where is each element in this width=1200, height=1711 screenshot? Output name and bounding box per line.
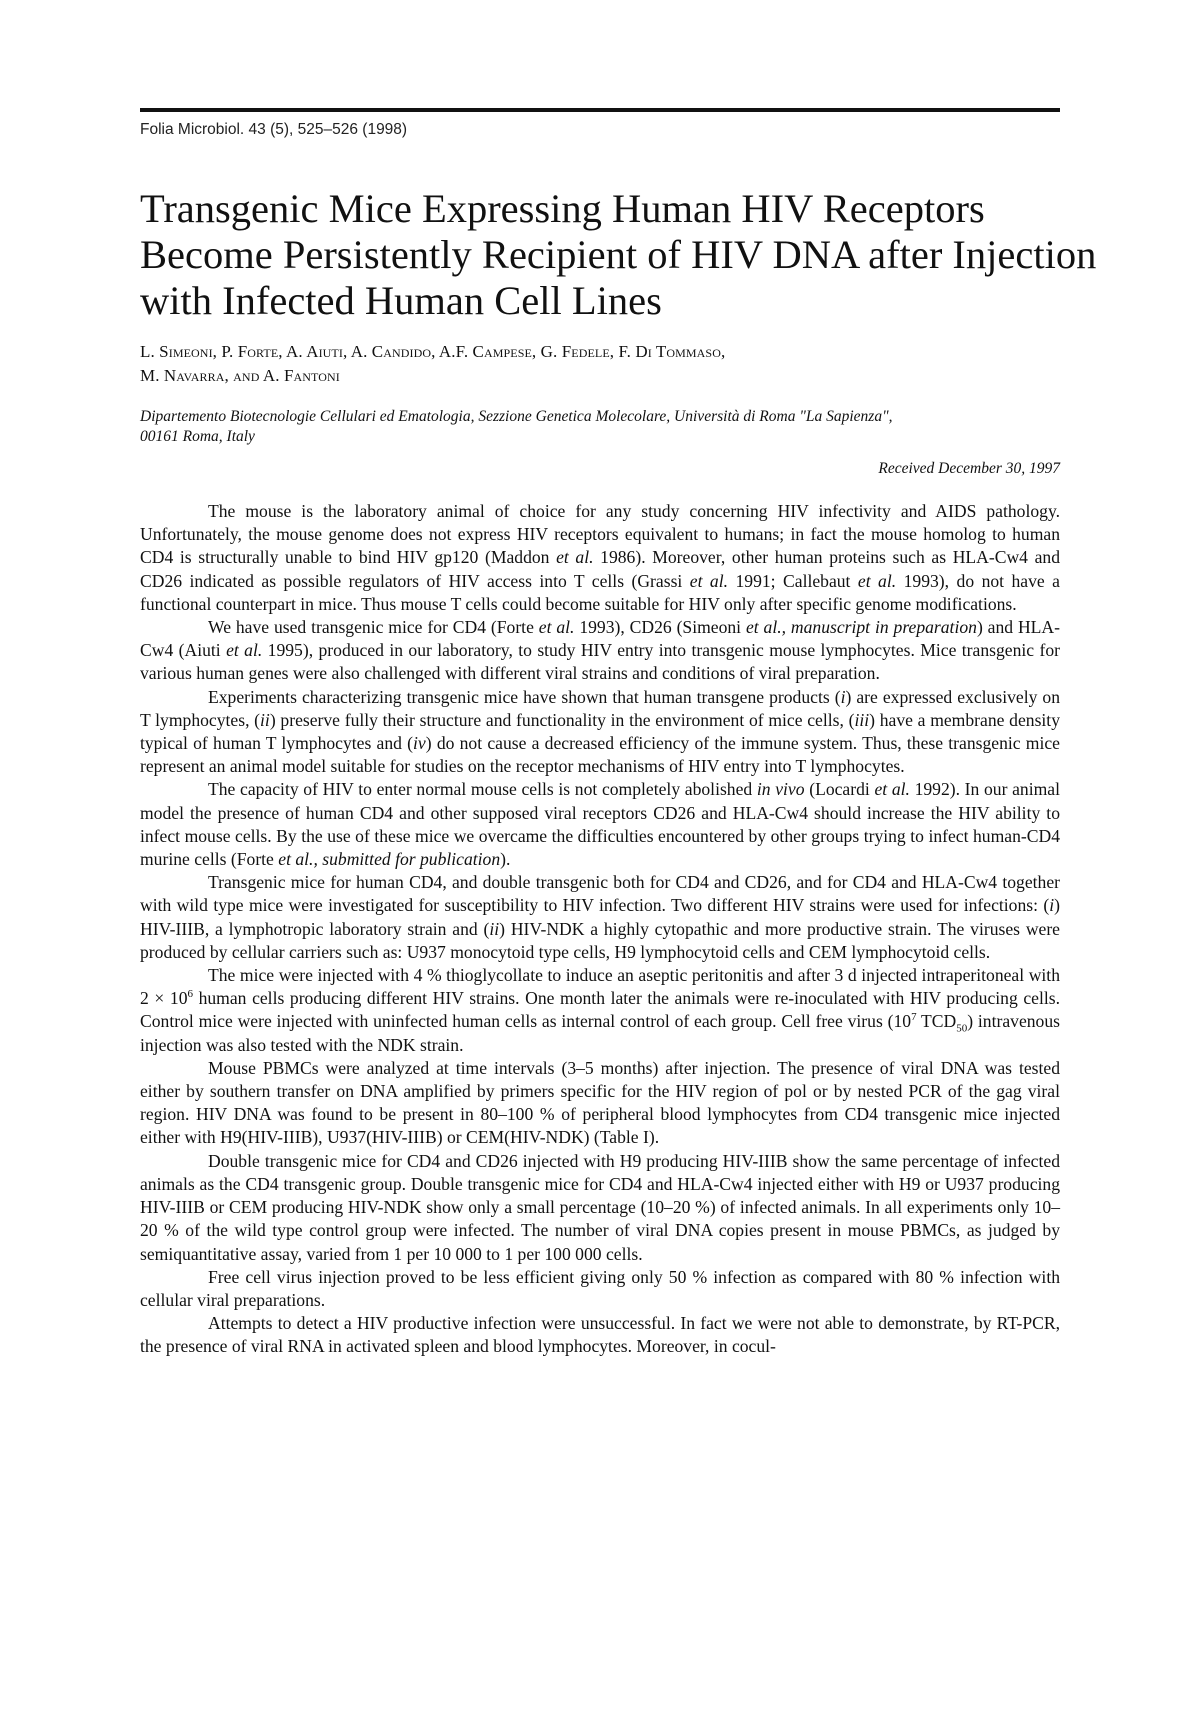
- text-run: Experiments characterizing transgenic mice have shown that human transgene products (: [208, 686, 841, 707]
- italic-run: et al.: [556, 547, 594, 568]
- paragraph: [140, 500, 1060, 616]
- text-run: 1993), CD26 (Simeoni: [574, 617, 746, 638]
- author-line: M. Navarra, and A. Fantoni: [140, 365, 340, 385]
- paragraph: [140, 871, 1060, 964]
- text-run: The mice were injected with 4 % thioglycollate to induce an aseptic peritonitis and after 3 d injected intraperitoneal with 2 × 10: [140, 965, 1060, 1009]
- paragraph: [140, 1150, 1060, 1266]
- title-line: Transgenic Mice Expressing Human HIV Receptors: [140, 186, 985, 231]
- text-run: ) do not cause a decreased efficiency of the immune system. Thus, these transgenic mice represent an animal model suitable for studies on the receptor mechanisms of HIV entry into T lymphocytes.: [140, 733, 1060, 777]
- text-run: ) preserve fully their structure and functionality in the environment of mice cells, (: [269, 709, 855, 730]
- header-rule: [140, 108, 1060, 112]
- text-run: 1995), produced in our laboratory, to study HIV entry into transgenic mouse lymphocytes. Mice transgenic for various human genes were also challenged with different viral strains and conditions of viral preparation.: [140, 640, 1060, 684]
- paragraph: [140, 964, 1060, 1057]
- text-run: We have used transgenic mice for CD4 (Forte: [208, 617, 539, 638]
- journal-citation: Folia Microbiol. 43 (5), 525–526 (1998): [140, 121, 408, 138]
- italic-run: et al.: [857, 570, 897, 591]
- italic-run: et al., manuscript in preparation: [745, 617, 977, 638]
- text-run: ) are expressed exclusively on T lymphocytes, (: [140, 686, 1060, 730]
- italic-run: i: [840, 686, 846, 707]
- subscript: 50: [956, 1022, 968, 1035]
- text-run: Attempts to detect a HIV productive infection were unsuccessful. In fact we were not able to demonstrate, by RT-PCR, the presence of viral RNA in activated spleen and blood lymphocytes. Moreover, in cocul-: [140, 1313, 1060, 1357]
- text-run: 1993), do not have a functional counterpart in mice. Thus mouse T cells could become suitable for HIV only after specific genome modifications.: [140, 570, 1060, 614]
- paragraph: [140, 778, 1060, 871]
- italic-run: ii: [489, 918, 500, 939]
- italic-run: et al., submitted for publication: [278, 849, 501, 870]
- text-run: Free cell virus injection proved to be less efficient giving only 50 % infection as compared with 80 % infection with cellular viral preparations.: [140, 1266, 1060, 1310]
- author-line: L. Simeoni, P. Forte, A. Aiuti, A. Candido, A.F. Campese, G. Fedele, F. Di Tommaso,: [140, 342, 726, 361]
- italic-run: iii: [854, 709, 870, 730]
- affiliation-line: Dipartemento Biotecnologie Cellulari ed Ematologia, Sezzione Genetica Molecolare, Università di Roma "La Sapienza",: [140, 408, 893, 425]
- text-run: TCD: [916, 1011, 957, 1032]
- article-body: [140, 500, 1060, 1359]
- author-list: [140, 340, 1060, 387]
- text-run: Transgenic mice for human CD4, and double transgenic both for CD4 and CD26, and for CD4 and HLA-Cw4 together with wild type mice were investigated for susceptibility to HIV infection. Two different HIV strains were used for infections: (: [140, 872, 1060, 916]
- text-run: 1992). In our animal model the presence of human CD4 and other supposed viral receptors CD26 and HLA-Cw4 should increase the HIV ability to infect mouse cells. By the use of these mice we overcame the difficulties encountered by other groups trying to infect human-CD4 murine cells (Forte: [140, 779, 1060, 870]
- text-run: 1991; Callebaut: [728, 570, 858, 591]
- text-run: ) and HLA-Cw4 (Aiuti: [140, 617, 1060, 661]
- paragraph: [140, 616, 1060, 686]
- affiliation-line: 00161 Roma, Italy: [140, 428, 255, 445]
- affiliation: [140, 407, 1060, 447]
- text-run: The capacity of HIV to enter normal mouse cells is not completely abolished: [208, 779, 757, 800]
- title-line: with Infected Human Cell Lines: [140, 278, 662, 323]
- article-title: [140, 186, 1097, 324]
- text-run: ) have a membrane density typical of human T lymphocytes and (: [140, 709, 1060, 754]
- italic-run: et al.: [689, 570, 729, 591]
- italic-run: iv: [413, 733, 426, 754]
- superscript: 7: [911, 1011, 917, 1024]
- paragraph: [140, 1312, 1060, 1358]
- paragraph: [140, 1057, 1060, 1150]
- italic-run: in vivo: [756, 779, 805, 800]
- paragraph: [140, 686, 1060, 779]
- text-run: Double transgenic mice for CD4 and CD26 injected with H9 producing HIV-IIIB show the same percentage of infected animals as the CD4 transgenic group. Double transgenic mice for CD4 and HLA-Cw4 injected either with H9 or U937 producing HIV-IIIB or CEM producing HIV-NDK show only a small percentage (10–20 %) of infected animals. In all experiments only 10–20 % of the wild type control group were infected. The number of viral DNA copies present in mouse PBMCs, as judged by semiquantitative assay, varied from 1 per 10 000 to 1 per 100 000 cells.: [140, 1150, 1060, 1264]
- text-run: ) HIV-IIIB, a lymphotropic laboratory strain and (: [140, 895, 1060, 939]
- text-run: ) HIV-NDK a highly cytopathic and more productive strain. The viruses were produced by cellular carriers such as: U937 monocytoid type cells, H9 lymphocytoid cells and CEM lymphocytoid cells.: [140, 918, 1060, 962]
- text-run: human cells producing different HIV strains. One month later the animals were re-inoculated with HIV producing cells. Control mice were injected with uninfected human cells as internal control of each group. Cell free virus (10: [140, 988, 1060, 1032]
- superscript: 6: [187, 988, 193, 1001]
- italic-run: i: [1049, 895, 1055, 916]
- received-date: Received December 30, 1997: [878, 460, 1060, 477]
- text-run: (Locardi: [804, 779, 875, 800]
- text-run: ) intravenous injection was also tested with the NDK strain.: [140, 1011, 1061, 1055]
- italic-run: et al.: [538, 617, 575, 638]
- paragraph: [140, 1266, 1060, 1312]
- italic-run: et al.: [226, 640, 263, 661]
- italic-run: ii: [260, 709, 270, 730]
- text-run: 1986). Moreover, other human proteins such as HLA-Cw4 and CD26 indicated as possible regulators of HIV access into T cells (Grassi: [140, 547, 1060, 591]
- title-line: Become Persistently Recipient of HIV DNA after Injection: [140, 232, 1097, 277]
- text-run: ).: [500, 849, 511, 870]
- italic-run: et al.: [874, 779, 910, 800]
- text-run: The mouse is the laboratory animal of choice for any study concerning HIV infectivity and AIDS pathology. Unfortunately, the mouse genome does not express HIV receptors equivalent to humans; in fact the mouse homolog to human CD4 is structurally unable to bind HIV gp120 (Maddon: [140, 501, 1060, 568]
- text-run: Mouse PBMCs were analyzed at time intervals (3–5 months) after injection. The presence of viral DNA was tested either by southern transfer on DNA amplified by primers specific for the HIV region of pol or by nested PCR of the gag viral region. HIV DNA was found to be present in 80–100 % of peripheral blood lymphocytes from CD4 transgenic mice injected either with H9(HIV-IIIB), U937(HIV-IIIB) or CEM(HIV-NDK) (Table I).: [140, 1057, 1060, 1148]
